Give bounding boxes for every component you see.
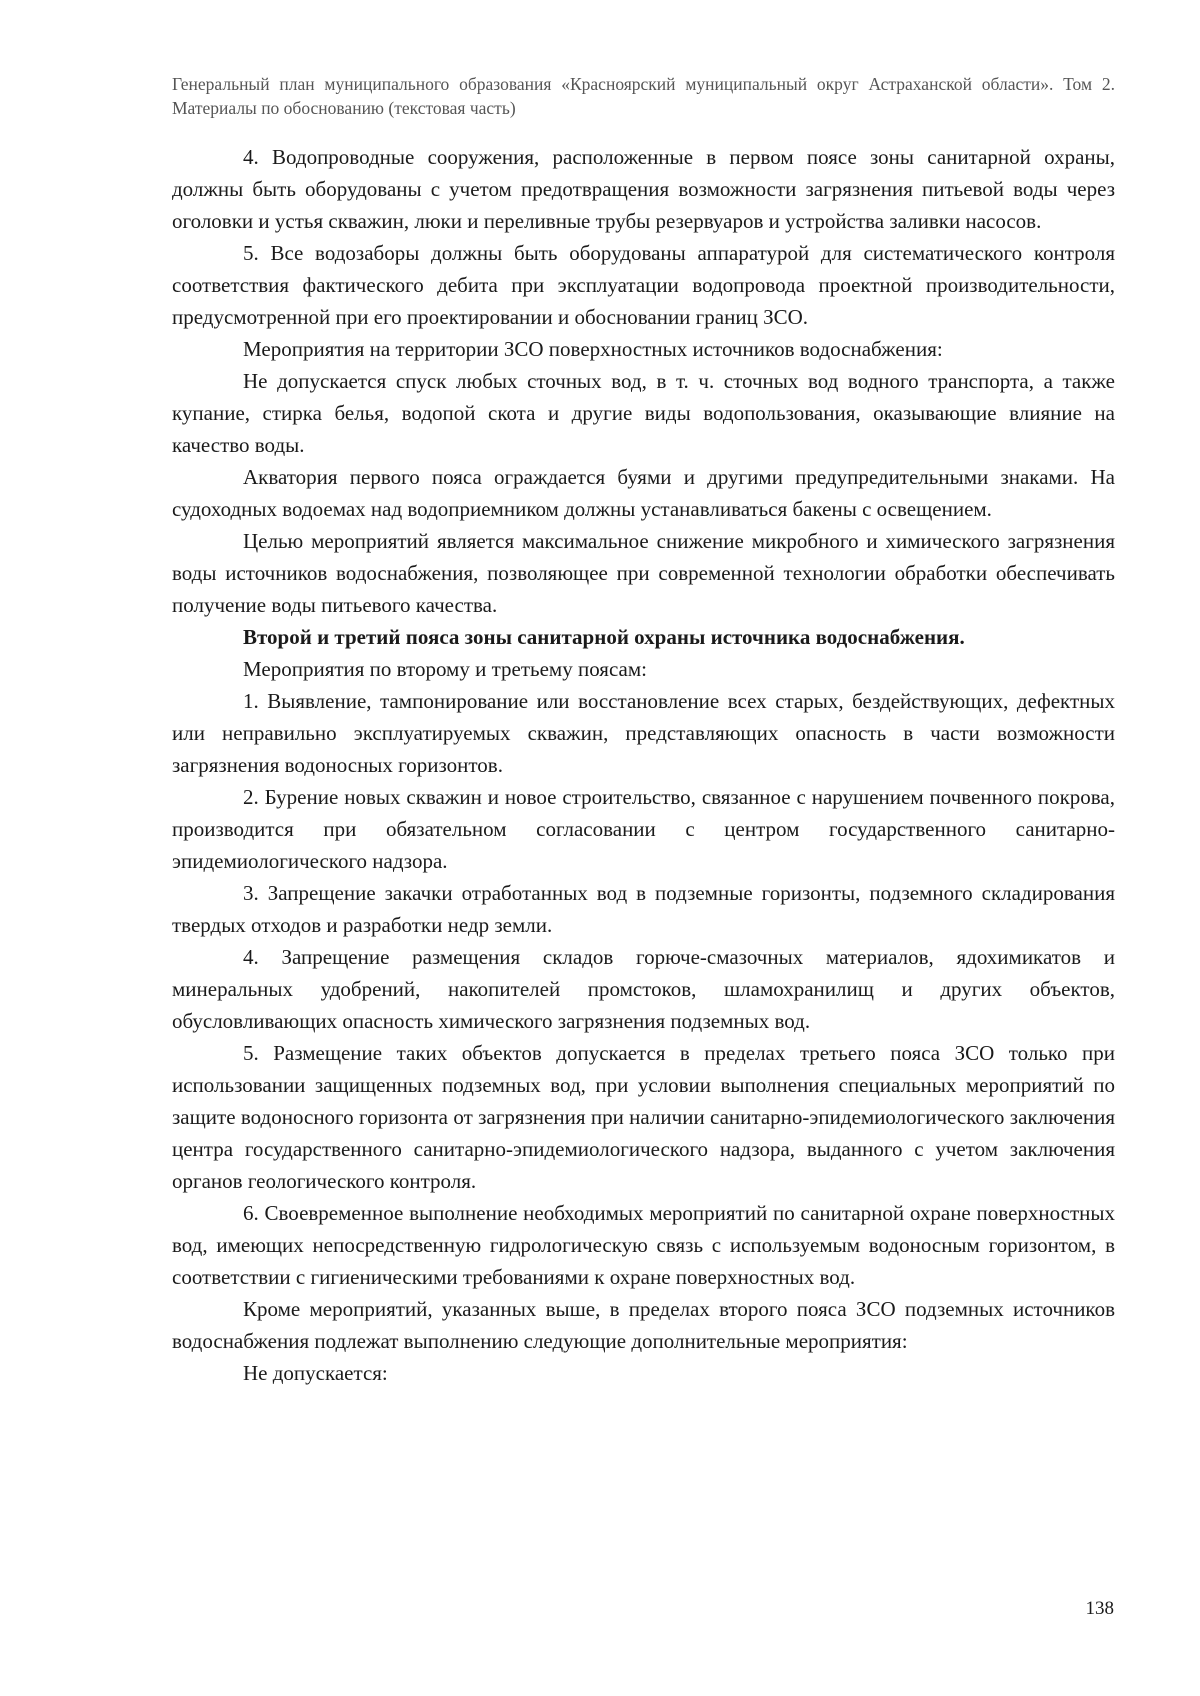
section-heading-second-third-belts: Второй и третий пояса зоны санитарной охраны источника водоснабжения. — [243, 625, 965, 649]
page-number: 138 — [1085, 1598, 1114, 1619]
paragraph-waterworks-first-belt: 4. Водопроводные сооружения, расположенные в первом поясе зоны санитарной охраны, должны быть оборудованы с учетом предотвращения возможности загрязнения питьевой воды через оголовки и устья скважин, люки и переливные трубы резервуаров и устройства заливки насосов. — [172, 145, 1115, 233]
paragraph-not-allowed: Не допускается: — [243, 1361, 388, 1385]
paragraph-surface-sources-measures: Мероприятия на территории ЗСО поверхностных источников водоснабжения: — [243, 337, 943, 361]
paragraph-additional-measures: Кроме мероприятий, указанных выше, в пределах второго пояса ЗСО подземных источников водоснабжения подлежат выполнению следующие дополнительные мероприятия: — [172, 1297, 1115, 1353]
paragraph-water-intake-equipment: 5. Все водозаборы должны быть оборудованы аппаратурой для систематического контроля соответствия фактического дебита при эксплуатации водопровода проектной производительности, предусмотренной при его проектировании и обосновании границ ЗСО. — [172, 241, 1115, 329]
paragraph-wastewater-prohibition: Не допускается спуск любых сточных вод, в т. ч. сточных вод водного транспорта, а также купание, стирка белья, водопой скота и другие виды водопользования, оказывающие влияние на качество воды. — [172, 369, 1115, 457]
paragraph-item-6-timely-measures: 6. Своевременное выполнение необходимых мероприятий по санитарной охране поверхностных вод, имеющих непосредственную гидрологическую связь с используемым водоносным горизонтом, в соответствии с гигиеническими требованиями к охране поверхностных вод. — [172, 1201, 1115, 1289]
paragraph-measures-goal: Целью мероприятий является максимальное снижение микробного и химического загрязнения воды источников водоснабжения, позволяющее при современной технологии обработки обеспечивать получение воды питьевого качества. — [172, 529, 1115, 617]
paragraph-water-area-buoys: Акватория первого пояса ограждается буями и другими предупредительными знаками. На судоходных водоемах над водоприемником должны устанавливаться бакены с освещением. — [172, 465, 1115, 521]
paragraph-second-third-measures: Мероприятия по второму и третьему поясам: — [243, 657, 647, 681]
paragraph-item-1-wells: 1. Выявление, тампонирование или восстановление всех старых, бездействующих, дефектных или неправильно эксплуатируемых скважин, представляющих опасность в части возможности загрязнения водоносных горизонтов. — [172, 689, 1115, 777]
paragraph-item-4-storage-ban: 4. Запрещение размещения складов горюче-смазочных материалов, ядохимикатов и минеральных удобрений, накопителей промстоков, шламохранилищ и других объектов, обусловливающих опасность химического загрязнения подземных вод. — [172, 945, 1115, 1033]
paragraph-item-3-injection-ban: 3. Запрещение закачки отработанных вод в подземные горизонты, подземного складирования твердых отходов и разработки недр земли. — [172, 881, 1115, 937]
body-text — [172, 141, 1115, 1389]
paragraph-item-2-drilling: 2. Бурение новых скважин и новое строительство, связанное с нарушением почвенного покрова, производится при обязательном согласовании с центром государственного санитарно-эпидемиологического надзора. — [172, 785, 1115, 873]
running-header: Генеральный план муниципального образования «Красноярский муниципальный округ Астраханской области». Том 2. Материалы по обоснованию (текстовая часть) — [172, 74, 1115, 118]
paragraph-item-5-placement: 5. Размещение таких объектов допускается в пределах третьего пояса ЗСО только при использовании защищенных подземных вод, при условии выполнения специальных мероприятий по защите водоносного горизонта от загрязнения при наличии санитарно-эпидемиологического заключения центра государственного санитарно-эпидемиологического надзора, выданного с учетом заключения органов геологического контроля. — [172, 1041, 1115, 1193]
